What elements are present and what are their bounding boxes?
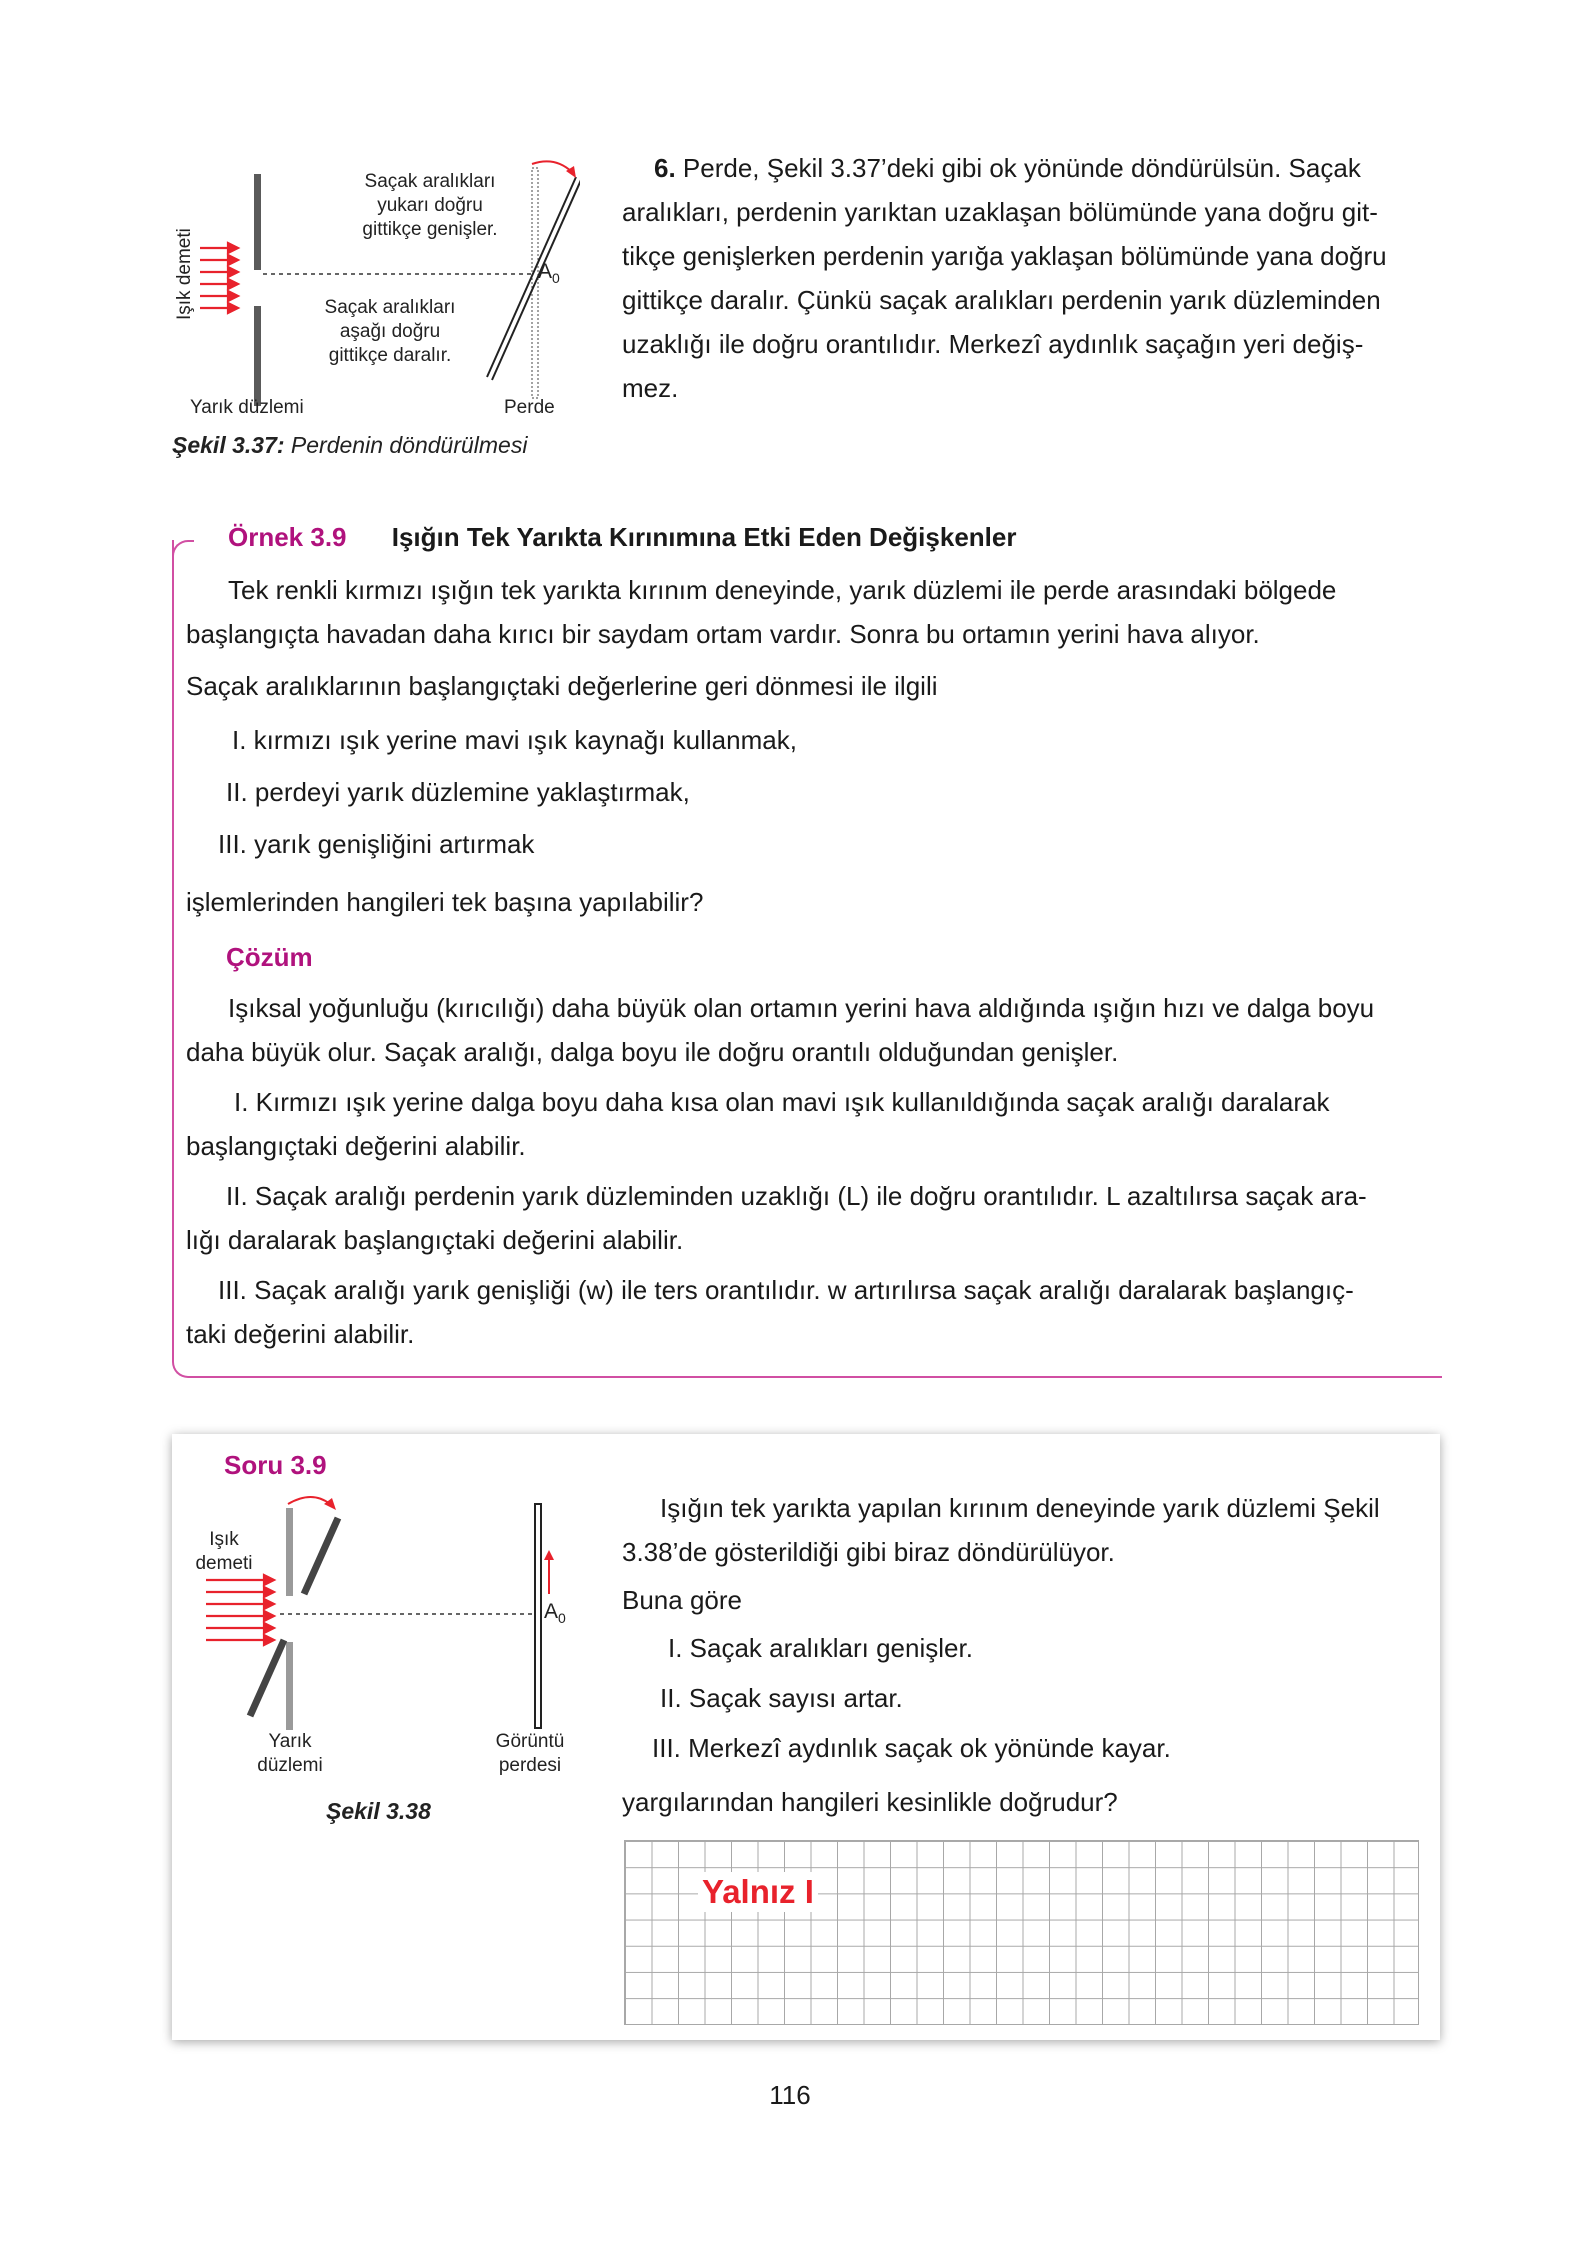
item-6-line: uzaklığı ile doğru orantılıdır. Merkezî aydınlık saçağın yeri değiş-: [622, 329, 1364, 359]
page-number: 116: [769, 2080, 811, 2110]
answer-text: Yalnız I: [698, 1872, 818, 1912]
light-beam-label-2: Işık demeti: [195, 1529, 253, 1574]
solution-label: Çözüm: [226, 942, 313, 972]
example-option-2: II. perdeyi yarık düzlemine yaklaştırmak,: [226, 777, 690, 807]
slit-plane-label-2: Yarık düzlemi: [257, 1731, 323, 1776]
question-end: yargılarından hangileri kesinlikle doğrudur?: [622, 1787, 1118, 1817]
solution-para-4: III. Saçak aralığı yarık genişliği (w) ile ters orantılıdır. w artırılırsa saçak aralığı daralarak başlangıç- taki değerini alabilir.: [186, 1275, 1354, 1349]
image-screen: [535, 1504, 541, 1728]
light-beam-arrows: [200, 243, 238, 313]
item-6-line: tikçe genişlerken perdenin yarığa yaklaşan bölümünde yana doğru: [622, 241, 1387, 271]
solution-para-1: Işıksal yoğunluğu (kırıcılığı) daha büyük olan ortamın yerini hava aldığında ışığın hızı ve dalga boyu daha büyük olur. Saçak aralığı, dalga boyu ile doğru orantılı olduğundan genişler.: [186, 993, 1375, 1067]
slit-original-upper: [286, 1508, 293, 1596]
figure-upper-note: Saçak aralıkları yukarı doğru gittikçe genişler.: [362, 171, 498, 240]
example-question-end: işlemlerinden hangileri tek başına yapılabilir?: [186, 887, 704, 917]
rotation-arrow-2: [288, 1497, 330, 1504]
figure-a0-label: $A_0$: [538, 260, 560, 287]
question-statement-2: II. Saçak sayısı artar.: [660, 1683, 903, 1713]
solution-para-3: II. Saçak aralığı perdenin yarık düzleminden uzaklığı (L) ile doğru orantılıdır. L azaltılırsa saçak ara- lığı daralarak başlangıçtaki değerini alabilir.: [186, 1181, 1367, 1255]
question-text: Işığın tek yarıkta yapılan kırınım deneyinde yarık düzlemi Şekil 3.38’de gösterildiği gibi biraz döndürülüyor.: [622, 1493, 1380, 1567]
item-6-line: 6. Perde, Şekil 3.37’deki gibi ok yönünde döndürülsün. Saçak: [654, 153, 1361, 183]
slit-plane-upper: [254, 174, 261, 270]
example-intro-line: Tek renkli kırmızı ışığın tek yarıkta kırınım deneyinde, yarık düzlemi ile perde arasındaki bölgede: [228, 575, 1337, 605]
image-screen-label: Görüntü perdesi: [495, 1731, 565, 1776]
example-intro: [186, 568, 1440, 656]
example-question: Saçak aralıklarının başlangıçtaki değerlerine geri dönmesi ile ilgili: [186, 671, 938, 701]
item-6-line: mez.: [622, 373, 679, 403]
item-6-paragraph: [622, 146, 1440, 410]
figure-lower-note: Saçak aralıkları aşağı doğru gittikçe daralır.: [324, 297, 456, 366]
question-label: Soru 3.9: [224, 1450, 327, 1480]
item-6-line: aralıkları, perdenin yarıktan uzaklaşan bölümünde yana doğru git-: [622, 197, 1378, 227]
figure-a0-label-2: $A_0$: [544, 1600, 566, 1627]
example-intro-line: başlangıçta havadan daha kırıcı bir saydam ortam vardır. Sonra bu ortamın yerini hava alıyor.: [186, 619, 1260, 649]
answer-grid[interactable]: [624, 1840, 1419, 2025]
figure-caption-338: Şekil 3.38: [326, 1798, 431, 1824]
light-beam-label: Işık demeti: [174, 228, 195, 320]
screen-label: Perde: [504, 397, 555, 418]
light-beam-arrows-2: [206, 1575, 274, 1645]
example-option-3: III. yarık genişliğini artırmak: [218, 829, 535, 859]
slit-plane-label: Yarık düzlemi: [190, 397, 304, 418]
example-title: Işığın Tek Yarıkta Kırınımına Etki Eden Değişkenler: [391, 522, 1017, 552]
slit-rotated-upper: [304, 1518, 338, 1594]
slit-plane-lower: [254, 306, 261, 406]
example-label: Örnek 3.9: [228, 522, 347, 552]
solution-para-2: I. Kırmızı ışık yerine dalga boyu daha kısa olan mavi ışık kullanıldığında saçak aralığı daralarak başlangıçtaki değerini alabilir.: [186, 1087, 1330, 1161]
slit-rotated-lower: [250, 1640, 284, 1716]
figure-caption-337: Şekil 3.37: Perdenin döndürülmesi: [172, 432, 528, 458]
slit-original-lower: [286, 1642, 293, 1730]
example-option-1: I. kırmızı ışık yerine mavi ışık kaynağı kullanmak,: [232, 725, 797, 755]
item-6-line: gittikçe daralır. Çünkü saçak aralıkları perdenin yarık düzleminden: [622, 285, 1381, 315]
question-statement-1: I. Saçak aralıkları genişler.: [668, 1633, 973, 1663]
question-buna-gore: Buna göre: [622, 1585, 742, 1615]
question-statement-3: III. Merkezî aydınlık saçak ok yönünde kayar.: [652, 1733, 1171, 1763]
example-header: [228, 522, 1024, 553]
